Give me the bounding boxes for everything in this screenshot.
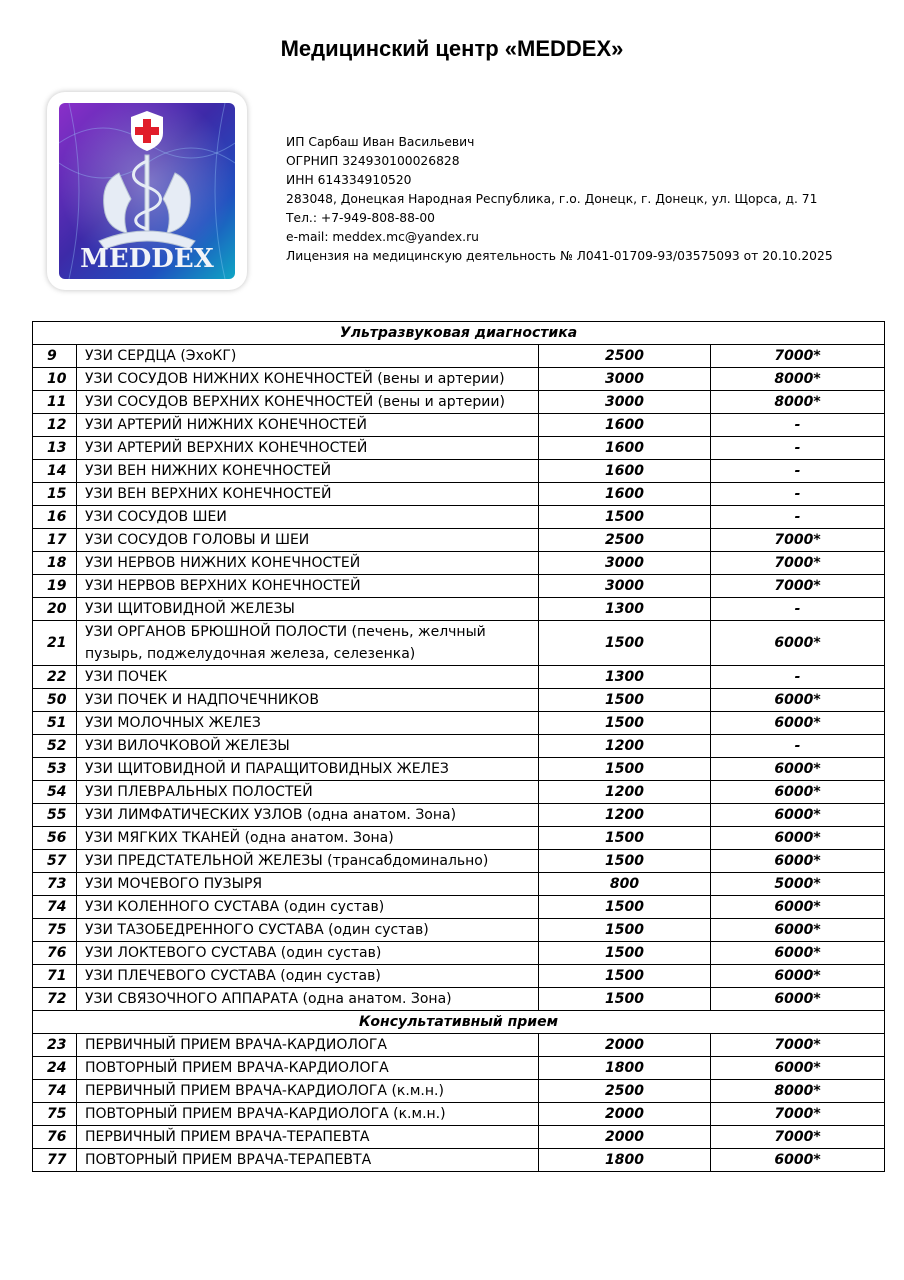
section-title: Ультразвуковая диагностика [33,322,885,345]
price-primary: 1500 [539,712,711,735]
price-primary: 1600 [539,437,711,460]
price-primary: 2000 [539,1034,711,1057]
price-table [32,321,885,1172]
row-number: 12 [33,414,77,437]
service-name: УЗИ МЯГКИХ ТКАНЕЙ (одна анатом. Зона) [77,827,539,850]
table-row [33,575,885,598]
row-number: 11 [33,391,77,414]
price-secondary: - [711,460,885,483]
row-number: 77 [33,1149,77,1172]
service-name: УЗИ АРТЕРИЙ НИЖНИХ КОНЕЧНОСТЕЙ [77,414,539,437]
price-primary: 3000 [539,368,711,391]
service-name: УЗИ ЛОКТЕВОГО СУСТАВА (один сустав) [77,942,539,965]
row-number: 74 [33,1080,77,1103]
table-row [33,621,885,666]
price-secondary: 6000* [711,896,885,919]
price-primary: 1300 [539,598,711,621]
service-name: УЗИ СОСУДОВ ШЕИ [77,506,539,529]
table-row [33,483,885,506]
row-number: 23 [33,1034,77,1057]
price-secondary: 6000* [711,850,885,873]
table-row [33,827,885,850]
table-row [33,552,885,575]
price-secondary: - [711,506,885,529]
service-name: УЗИ ВЕН НИЖНИХ КОНЕЧНОСТЕЙ [77,460,539,483]
table-row [33,1034,885,1057]
table-row [33,804,885,827]
table-row [33,712,885,735]
price-secondary: 7000* [711,345,885,368]
price-secondary: 7000* [711,575,885,598]
table-row [33,598,885,621]
row-number: 18 [33,552,77,575]
price-secondary: 6000* [711,689,885,712]
info-phone: Тел.: +7-949-808-88-00 [286,211,436,225]
row-number: 71 [33,965,77,988]
row-number: 56 [33,827,77,850]
price-primary: 2000 [539,1126,711,1149]
price-primary: 1500 [539,919,711,942]
section-header-row [33,322,885,345]
price-primary: 1200 [539,781,711,804]
price-secondary: 5000* [711,873,885,896]
table-row [33,1080,885,1103]
price-table-body [33,322,885,1172]
table-row [33,368,885,391]
logo-text: MEDDEX [80,244,214,274]
service-name: УЗИ ЛИМФАТИЧЕСКИХ УЗЛОВ (одна анатом. Зона) [77,804,539,827]
row-number: 55 [33,804,77,827]
row-number: 51 [33,712,77,735]
service-name: УЗИ ПОЧЕК [77,666,539,689]
price-secondary: 7000* [711,1034,885,1057]
table-row [33,919,885,942]
price-primary: 1500 [539,942,711,965]
price-primary: 3000 [539,391,711,414]
price-primary: 1300 [539,666,711,689]
price-primary: 1200 [539,735,711,758]
table-row [33,1126,885,1149]
row-number: 72 [33,988,77,1011]
service-name: УЗИ ПРЕДСТАТЕЛЬНОЙ ЖЕЛЕЗЫ (трансабдоминально) [77,850,539,873]
price-primary: 2500 [539,1080,711,1103]
price-secondary: 8000* [711,1080,885,1103]
price-primary: 1500 [539,689,711,712]
service-name: УЗИ КОЛЕННОГО СУСТАВА (один сустав) [77,896,539,919]
table-row [33,529,885,552]
service-name: ПЕРВИЧНЫЙ ПРИЕМ ВРАЧА-КАРДИОЛОГА [77,1034,539,1057]
service-name: УЗИ МОЛОЧНЫХ ЖЕЛЕЗ [77,712,539,735]
price-primary: 3000 [539,575,711,598]
row-number: 17 [33,529,77,552]
row-number: 52 [33,735,77,758]
price-primary: 1200 [539,804,711,827]
row-number: 21 [33,621,77,666]
price-secondary: 8000* [711,391,885,414]
info-inn: ИНН 614334910520 [286,173,412,187]
service-name: УЗИ СОСУДОВ ГОЛОВЫ И ШЕИ [77,529,539,552]
row-number: 54 [33,781,77,804]
price-secondary: 7000* [711,1103,885,1126]
price-primary: 1500 [539,965,711,988]
service-name: УЗИ СОСУДОВ ВЕРХНИХ КОНЕЧНОСТЕЙ (вены и артерии) [77,391,539,414]
price-secondary: - [711,437,885,460]
service-name: УЗИ МОЧЕВОГО ПУЗЫРЯ [77,873,539,896]
info-email[interactable]: e-mail: meddex.mc@yandex.ru [286,230,479,244]
price-secondary: - [711,666,885,689]
price-secondary: 7000* [711,552,885,575]
row-number: 19 [33,575,77,598]
price-primary: 2500 [539,529,711,552]
price-secondary: 6000* [711,804,885,827]
info-owner: ИП Сарбаш Иван Васильевич [286,135,475,149]
price-primary: 3000 [539,552,711,575]
row-number: 76 [33,1126,77,1149]
row-number: 14 [33,460,77,483]
price-primary: 1500 [539,896,711,919]
table-row [33,942,885,965]
price-secondary: 6000* [711,758,885,781]
table-row [33,988,885,1011]
row-number: 75 [33,1103,77,1126]
row-number: 16 [33,506,77,529]
service-name: ПЕРВИЧНЫЙ ПРИЕМ ВРАЧА-ТЕРАПЕВТА [77,1126,539,1149]
service-name: УЗИ ПЛЕЧЕВОГО СУСТАВА (один сустав) [77,965,539,988]
row-number: 10 [33,368,77,391]
clinic-info [286,133,833,266]
price-primary: 1500 [539,621,711,666]
service-name: УЗИ ВЕН ВЕРХНИХ КОНЕЧНОСТЕЙ [77,483,539,506]
info-license: Лицензия на медицинскую деятельность № Л041-01709-93/03575093 от 20.10.2025 [286,249,833,263]
service-name: УЗИ АРТЕРИЙ ВЕРХНИХ КОНЕЧНОСТЕЙ [77,437,539,460]
service-name: УЗИ ПЛЕВРАЛЬНЫХ ПОЛОСТЕЙ [77,781,539,804]
section-header-row [33,1011,885,1034]
service-name: ПЕРВИЧНЫЙ ПРИЕМ ВРАЧА-КАРДИОЛОГА (к.м.н.) [77,1080,539,1103]
price-primary: 2500 [539,345,711,368]
price-primary: 1500 [539,758,711,781]
price-primary: 1800 [539,1057,711,1080]
table-row [33,391,885,414]
row-number: 24 [33,1057,77,1080]
table-row [33,1149,885,1172]
price-secondary: 7000* [711,1126,885,1149]
table-row [33,850,885,873]
price-primary: 1500 [539,850,711,873]
price-primary: 800 [539,873,711,896]
row-number: 76 [33,942,77,965]
price-secondary: 6000* [711,621,885,666]
price-secondary: - [711,598,885,621]
service-name: УЗИ ВИЛОЧКОВОЙ ЖЕЛЕЗЫ [77,735,539,758]
row-number: 15 [33,483,77,506]
clinic-logo [59,103,235,279]
row-number: 53 [33,758,77,781]
service-name: УЗИ ТАЗОБЕДРЕННОГО СУСТАВА (один сустав) [77,919,539,942]
price-primary: 1500 [539,988,711,1011]
table-row [33,1057,885,1080]
service-name: УЗИ СОСУДОВ НИЖНИХ КОНЕЧНОСТЕЙ (вены и артерии) [77,368,539,391]
price-primary: 1800 [539,1149,711,1172]
logo-graphic [59,103,235,279]
price-primary: 1600 [539,414,711,437]
table-row [33,735,885,758]
service-name: УЗИ ЩИТОВИДНОЙ И ПАРАЩИТОВИДНЫХ ЖЕЛЕЗ [77,758,539,781]
row-number: 73 [33,873,77,896]
table-row [33,965,885,988]
service-name: УЗИ ПОЧЕК И НАДПОЧЕЧНИКОВ [77,689,539,712]
service-name: ПОВТОРНЫЙ ПРИЕМ ВРАЧА-КАРДИОЛОГА [77,1057,539,1080]
table-row [33,1103,885,1126]
price-secondary: 6000* [711,1149,885,1172]
price-secondary: 6000* [711,965,885,988]
table-row [33,345,885,368]
row-number: 20 [33,598,77,621]
table-row [33,437,885,460]
service-name: УЗИ ЩИТОВИДНОЙ ЖЕЛЕЗЫ [77,598,539,621]
table-row [33,873,885,896]
service-name: УЗИ НЕРВОВ ВЕРХНИХ КОНЕЧНОСТЕЙ [77,575,539,598]
table-row [33,414,885,437]
price-secondary: 6000* [711,942,885,965]
info-address: 283048, Донецкая Народная Республика, г.о. Донецк, г. Донецк, ул. Щорса, д. 71 [286,192,818,206]
table-row [33,689,885,712]
service-name: ПОВТОРНЫЙ ПРИЕМ ВРАЧА-КАРДИОЛОГА (к.м.н.) [77,1103,539,1126]
price-secondary: 6000* [711,827,885,850]
price-secondary: 6000* [711,712,885,735]
price-secondary: - [711,414,885,437]
row-number: 50 [33,689,77,712]
price-secondary: 6000* [711,1057,885,1080]
table-row [33,758,885,781]
row-number: 22 [33,666,77,689]
table-row [33,506,885,529]
price-secondary: - [711,735,885,758]
table-row [33,781,885,804]
price-secondary: - [711,483,885,506]
service-name: УЗИ СВЯЗОЧНОГО АППАРАТА (одна анатом. Зона) [77,988,539,1011]
price-secondary: 8000* [711,368,885,391]
service-name: УЗИ СЕРДЦА (ЭхоКГ) [77,345,539,368]
row-number: 57 [33,850,77,873]
row-number: 74 [33,896,77,919]
service-name: УЗИ ОРГАНОВ БРЮШНОЙ ПОЛОСТИ (печень, желчный пузырь, поджелудочная железа, селезенка) [77,621,539,666]
section-title: Консультативный прием [33,1011,885,1034]
table-row [33,460,885,483]
service-name: УЗИ НЕРВОВ НИЖНИХ КОНЕЧНОСТЕЙ [77,552,539,575]
price-secondary: 6000* [711,988,885,1011]
price-primary: 2000 [539,1103,711,1126]
price-secondary: 7000* [711,529,885,552]
info-ogrnip: ОГРНИП 324930100026828 [286,154,460,168]
price-primary: 1600 [539,483,711,506]
row-number: 9 [33,345,77,368]
document-title: Медицинский центр «MEDDEX» [280,36,624,61]
table-row [33,896,885,919]
row-number: 13 [33,437,77,460]
price-primary: 1500 [539,827,711,850]
price-secondary: 6000* [711,919,885,942]
price-primary: 1600 [539,460,711,483]
row-number: 75 [33,919,77,942]
service-name: ПОВТОРНЫЙ ПРИЕМ ВРАЧА-ТЕРАПЕВТА [77,1149,539,1172]
price-secondary: 6000* [711,781,885,804]
table-row [33,666,885,689]
price-primary: 1500 [539,506,711,529]
logo-frame [47,92,247,290]
